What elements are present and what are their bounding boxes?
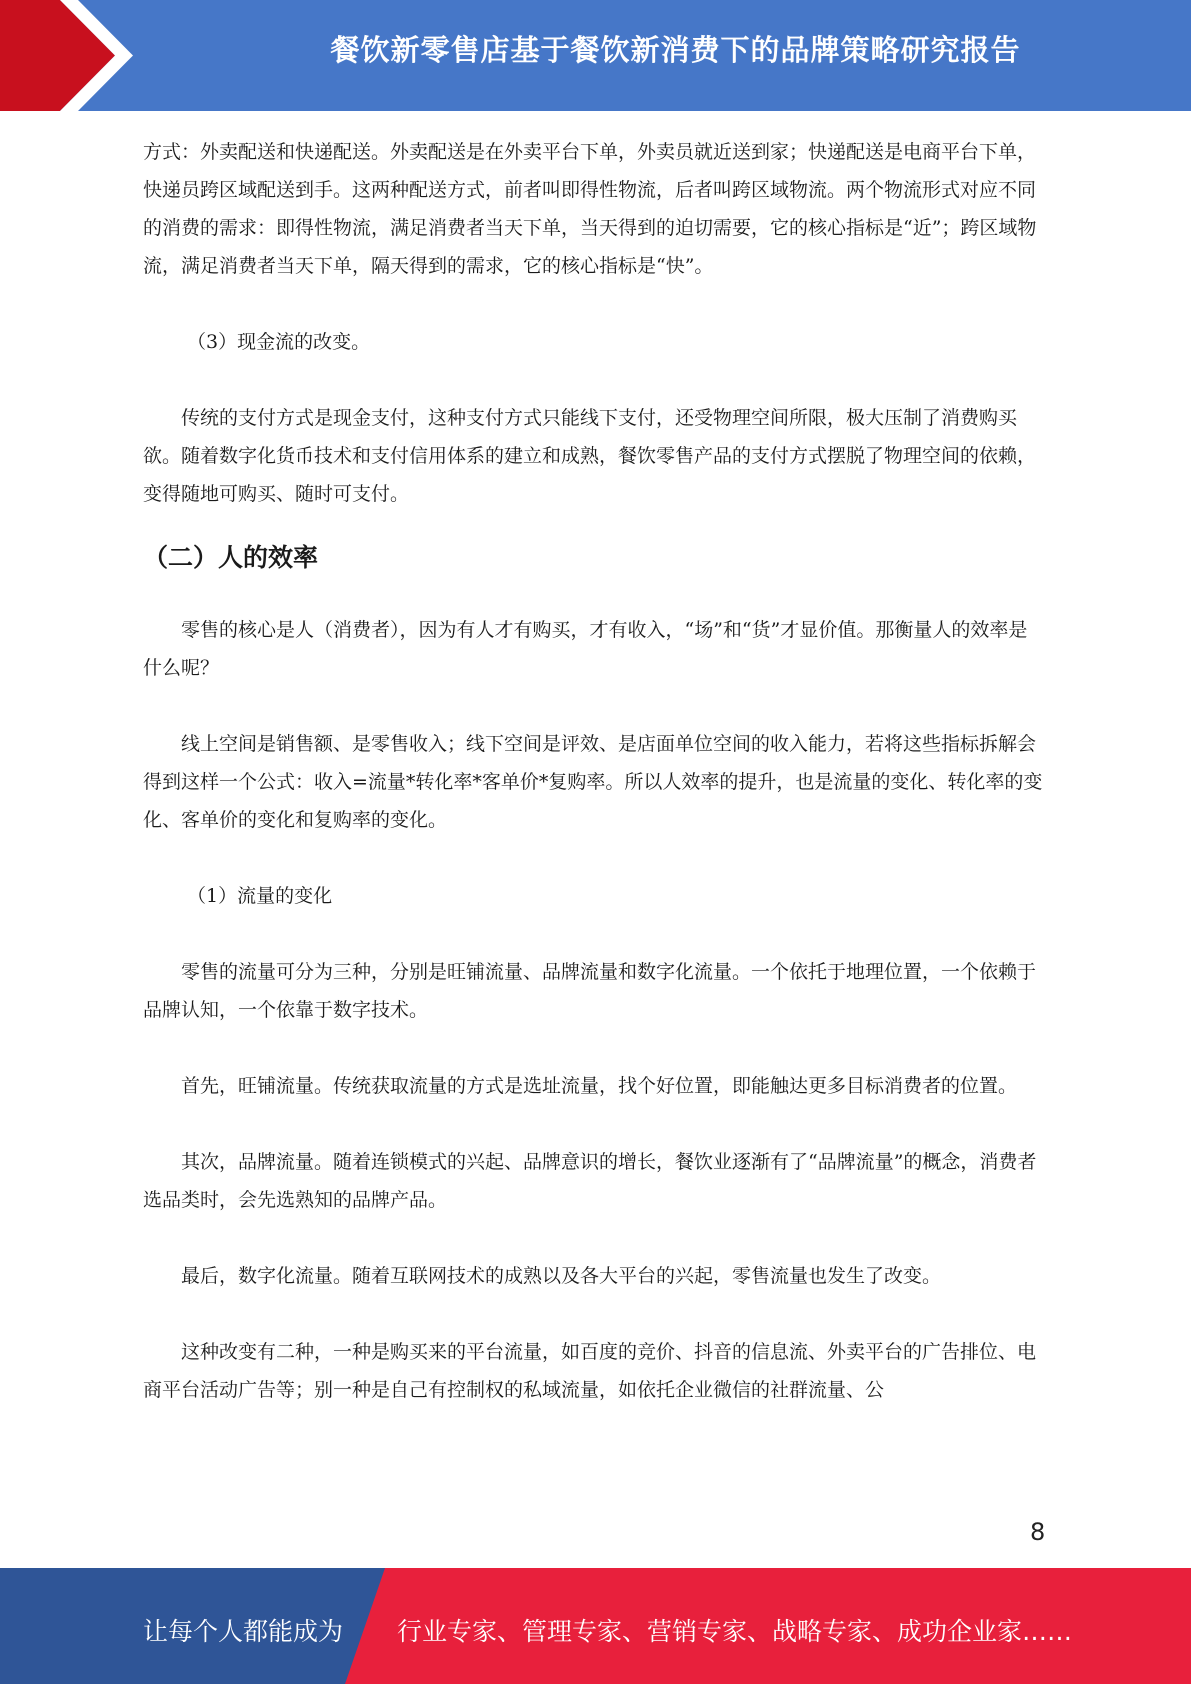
paragraph-retail-core: 零售的核心是人（消费者），因为有人才有购买，才有收入，“场”和“货”才显价值。那衡量人的效率是什么呢？ — [143, 619, 1028, 679]
header-red-chevron-icon — [0, 0, 150, 111]
document-body — [143, 133, 1046, 1409]
page-footer — [0, 1568, 1191, 1684]
paragraph-location-traffic: 首先，旺铺流量。传统获取流量的方式是选址流量，找个好位置，即能触达更多目标消费者的位置。 — [181, 1075, 1018, 1097]
page-number: 8 — [1030, 1518, 1046, 1546]
paragraph-payment: 传统的支付方式是现金支付，这种支付方式只能线下支付，还受物理空间所限，极大压制了消费购买欲。随着数字化货币技术和支付信用体系的建立和成熟，餐饮零售产品的支付方式摆脱了物理空间的依赖，变得随地可购买、随时可支付。 — [143, 407, 1037, 505]
paragraph-digital-traffic: 最后，数字化流量。随着互联网技术的成熟以及各大平台的兴起，零售流量也发生了改变。 — [181, 1265, 942, 1287]
paragraph-traffic-change: 这种改变有二种，一种是购买来的平台流量，如百度的竞价、抖音的信息流、外卖平台的广告排位、电商平台活动广告等；别一种是自己有控制权的私域流量，如依托企业微信的社群流量、公 — [143, 1341, 1037, 1401]
paragraph-brand-traffic: 其次，品牌流量。随着连锁模式的兴起、品牌意识的增长，餐饮业逐渐有了“品牌流量”的概念，消费者选品类时，会先选熟知的品牌产品。 — [143, 1151, 1037, 1211]
footer-slogan-right: 行业专家、管理专家、营销专家、战略专家、成功企业家…… — [397, 1617, 1073, 1646]
page-header — [0, 0, 1191, 111]
footer-slogan-left: 让每个人都能成为 — [143, 1617, 344, 1646]
paragraph-delivery: 方式：外卖配送和快递配送。外卖配送是在外卖平台下单，外卖员就近送到家；快递配送是电商平台下单，快递员跨区域配送到手。这两种配送方式，前者叫即得性物流，后者叫跨区域物流。两个物流形式对应不同的消费的需求：即得性物流，满足消费者当天下单，当天得到的迫切需要，它的核心指标是“近”；跨区域物流，满足消费者当天下单，隔天得到的需求，它的核心指标是“快”。 — [143, 141, 1037, 277]
paragraph-formula: 线上空间是销售额、是零售收入；线下空间是评效、是店面单位空间的收入能力，若将这些指标拆解会得到这样一个公式：收入=流量*转化率*客单价*复购率。所以人效率的提升，也是流量的变化、转化率的变化、客单价的变化和复购率的变化。 — [143, 733, 1043, 831]
subheading-cashflow: （3）现金流的改变。 — [187, 331, 371, 353]
section-heading-people-efficiency: （二）人的效率 — [143, 543, 319, 572]
document-title: 餐饮新零售店基于餐饮新消费下的品牌策略研究报告 — [330, 33, 1021, 67]
paragraph-traffic-types: 零售的流量可分为三种，分别是旺铺流量、品牌流量和数字化流量。一个依托于地理位置，一个依赖于品牌认知，一个依靠于数字技术。 — [143, 961, 1037, 1021]
subheading-traffic: （1）流量的变化 — [187, 885, 333, 907]
